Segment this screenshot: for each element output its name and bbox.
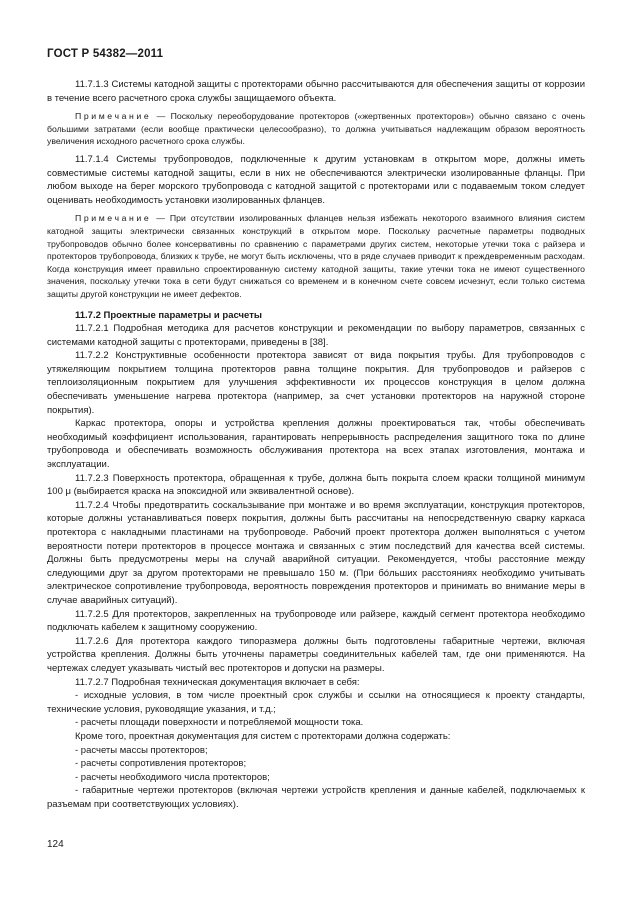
document-body: [47, 78, 585, 811]
paragraph-11-7-2-1: 11.7.2.1 Подробная методика для расчетов конструкции и рекомендации по выбору параметров, связанных с системами катодной защиты с протекторами, приведены в [38].: [47, 323, 585, 348]
paragraph-frame: Каркас протектора, опоры и устройства крепления должны проектироваться так, чтобы обеспечивать необходимый коэффициент использования, гарантировать непрерывность распределения защитного тока по длине трубопровода и обеспечивать возможность обслуживания протектора на всех этапах изготовления, монтажа и эксплуатации.: [47, 418, 585, 471]
note-text: — При отсутствии изолированных фланцев нельзя избежать некоторого взаимного влияния систем катодной защиты электрически связанных конструкций в открытом море. Поскольку расчетные параметры подводных трубопроводов обычно более консервативны по сравнению с параметрами других систем, некоторые утечки тока с райзера и протекторов трубопровода, близких к трубе, не могут быть исключены, что в ряде случаев приводит к преждевременным расходам. Когда конструкция имеет правильно спроектированную систему катодной защиты, такие утечки тока не имеют существенного значения, поскольку утечки тока в сети будут снижаться со временем и в конечном счете совсем исчезнут, если только система защиты другой конструкции не имеет дефектов.: [47, 213, 585, 299]
page-number: 124: [47, 839, 64, 850]
paragraph-additional: Кроме того, проектная документация для систем с протекторами должна содержать:: [75, 730, 451, 742]
paragraph-11-7-2-3: 11.7.2.3 Поверхность протектора, обращенная к трубе, должна быть покрыта слоем краски толщиной минимум 100 μ (выбирается краска на эпоксидной или эквивалентной основе).: [47, 472, 585, 498]
paragraph-11-7-2-5: 11.7.2.5 Для протекторов, закрепленных на трубопроводе или райзере, каждый сегмент протектора необходимо подключать кабелем к защитному сооружению.: [47, 608, 585, 634]
note-label: Примечание: [75, 213, 152, 224]
list-item: - расчеты площади поверхности и потребляемой мощности тока.: [75, 717, 364, 729]
paragraph-11-7-2-6: 11.7.2.6 Для протектора каждого типоразмера должны быть подготовлены габаритные чертежи, включая устройства крепления. Должны быть уточнены параметры соединительных кабелей там, где они применяются. На чертежах следует указывать чистый вес протекторов и допуски на размеры.: [47, 635, 585, 674]
note-label: Примечание: [75, 111, 152, 122]
list-item: - расчеты сопротивления протекторов;: [75, 758, 247, 770]
paragraph-11-7-1-4: 11.7.1.4 Системы трубопроводов, подключенные к другим установкам в открытом море, должны иметь совместимые системы катодной защиты, если в них не обеспечиваются электрически изолированные фланцы. При любом выходе на берег морского трубопровода с катодной защитой с протекторами или с подаваемым током следует оценивать необходимость установки изолированных фланцев.: [47, 153, 585, 206]
list-item: - расчеты массы протекторов;: [75, 744, 208, 756]
paragraph-11-7-2-7: 11.7.2.7 Подробная техническая документация включает в себя:: [75, 676, 360, 688]
page-header: ГОСТ Р 54382—2011: [47, 48, 164, 60]
note-1: [47, 110, 585, 148]
paragraph-11-7-2-4: 11.7.2.4 Чтобы предотвратить соскальзывание при монтаже и во время эксплуатации, конструкция протекторов, которые должны устанавливаться поверх покрытия, должны быть рассчитаны на непосредственную сварку каркаса протектора с накладными пластинами на трубопроводе. Рабочий проект протектора должен выполняться с учетом вероятности потери протекторов в процессе монтажа и связанных с этим последствий для качества всей системы. Должны быть предусмотрены меры на случай аварийной ситуации. Рекомендуется, чтобы расстояние между следующими друг за другом протекторами не превышало 150 м. (При бóльших расстояниях необходимо учитывать электрическое сопротивление трубопровода, вероятность повреждения протекторов и принимать во внимание меры в случае аварийных ситуаций).: [47, 499, 585, 606]
note-text: — Поскольку переоборудование протекторов («жертвенных протекторов») обычно связано с очень большими затратами (если вообще практически целесообразно), то должна учитываться надлежащим образом вероятность увеличения исходного расчетного срока службы.: [47, 111, 585, 147]
section-heading-11-7-2: 11.7.2 Проектные параметры и расчеты: [75, 309, 262, 321]
note-2: [47, 212, 585, 300]
paragraph-11-7-2-2: 11.7.2.2 Конструктивные особенности протектора зависят от вида покрытия трубы. Для трубопроводов с утяжеляющим покрытием толщина протекторов равна толщине покрытия. Для трубопроводов и райзеров с теплоизоляционным покрытием для улучшения эффективности их процессов конструкция в целом должна обеспечивать уменьшение нагрева протектора (например, за счет установки протекторов на наружной стороне покрытия).: [47, 350, 585, 416]
list-item: - расчеты необходимого числа протекторов;: [75, 771, 270, 783]
list-item: - исходные условия, в том числе проектный срок службы и ссылки на относящиеся к проекту стандарты, технические условия, руководящие указания, и т.д.;: [47, 690, 585, 715]
list-item: - габаритные чертежи протекторов (включая чертежи устройств крепления и данные кабелей, подключаемых к разъемам при соответствующих условиях).: [47, 785, 585, 810]
paragraph-11-7-1-3: 11.7.1.3 Системы катодной защиты с протекторами обычно рассчитываются для обеспечения защиты от коррозии в течение всего расчетного срока службы защищаемого объекта.: [47, 79, 585, 104]
